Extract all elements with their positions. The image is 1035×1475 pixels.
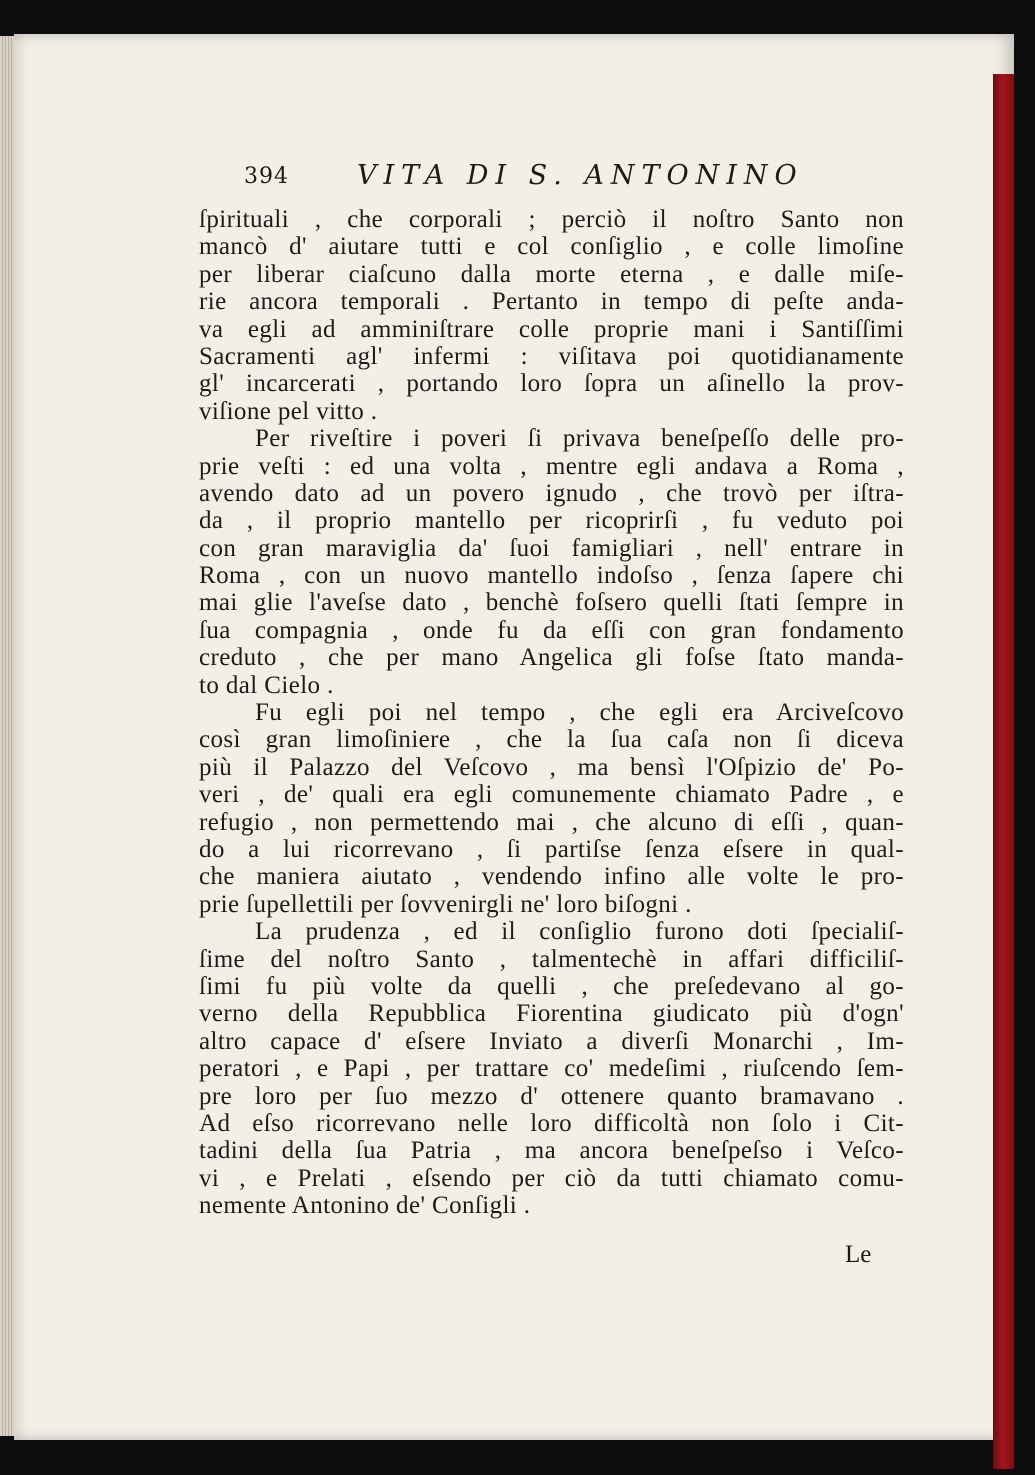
text-line: viſione pel vitto . [199,397,378,425]
text-line: per liberar ciaſcuno dalla morte eterna , e dalle miſe- [199,260,904,288]
text-line: prie veſti : ed una volta , mentre egli andava a Roma , [199,452,904,480]
text-line: Fu egli poi nel tempo , che egli era Arciveſcovo [255,699,904,727]
catchword: Le [845,1241,872,1268]
text-line: do a lui ricorrevano , ſi partiſse ſenza eſsere in qual- [199,835,904,863]
text-line: con gran maraviglia da' ſuoi famigliari , nell' entrare in [199,534,904,562]
text-line: nemente Antonino de' Conſigli . [199,1192,531,1220]
page-number: 394 [244,164,289,189]
text-line: refugio , non permettendo mai , che alcuno di eſſi , quan- [199,808,904,836]
text-line: avendo dato ad un povero ignudo , che trovò per iſtra- [199,479,904,507]
body-text [199,206,904,1219]
running-title: VITA DI S. ANTONINO [357,160,804,191]
text-line: Per riveſtire i poveri ſi privava beneſpeſſo delle pro- [255,425,904,453]
text-line: gl' incarcerati , portando loro ſopra un aſinello la prov- [199,370,904,398]
text-line: peratori , e Papi , per trattare co' medeſimi , riuſcendo ſem- [199,1055,904,1083]
text-line: mancò d' aiutare tutti e col conſiglio , e colle limoſine [199,233,904,261]
text-line: verno della Repubblica Fiorentina giudicato più d'ogn' [199,1000,904,1028]
text-line: La prudenza , ed il conſiglio furono doti ſpecialiſ- [255,918,904,946]
text-line: veri , de' quali era egli comunemente chiamato Padre , e [199,781,904,809]
text-line: altro capace d' eſsere Inviato a diverſi Monarchi , Im- [199,1027,904,1055]
text-line: da , il proprio mantello per ricoprirſi , fu veduto poi [199,507,904,535]
text-line: ſpirituali , che corporali ; perciò il noſtro Santo non [199,206,904,233]
text-line: Roma , con un nuovo mantello indoſso , ſenza ſapere chi [199,562,904,590]
text-line: pre loro per ſuo mezzo d' ottenere quanto bramavano . [199,1082,904,1110]
red-page-edge [993,74,1014,1469]
text-line: più il Palazzo del Veſcovo , ma bensì l'Oſpizio de' Po- [199,753,904,781]
text-line: prie ſupellettili per ſovvenirgli ne' loro biſogni . [199,890,692,918]
text-line: tadini della ſua Patria , ma ancora beneſpeſso i Veſco- [199,1137,904,1165]
text-line: mai glie l'aveſse dato , benchè foſsero quelli ſtati ſempre in [199,589,904,617]
text-line: ſime del noſtro Santo , talmentechè in affari difficiliſ- [199,945,904,973]
text-line: Sacramenti agl' infermi : viſitava poi quotidianamente [199,342,904,370]
text-line: così gran limoſiniere , che la ſua caſa non ſi diceva [199,726,904,754]
text-line: Ad eſso ricorrevano nelle loro difficoltà non ſolo i Cit- [199,1109,904,1137]
text-line: vi , e Prelati , eſsendo per ciò da tutti chiamato comu- [199,1164,904,1192]
text-line: to dal Cielo . [199,671,334,699]
text-line: che maniera aiutato , vendendo infino alle volte le pro- [199,863,904,891]
text-line: ſua compagnia , onde fu da eſſi con gran fondamento [199,616,904,644]
text-line: rie ancora temporali . Pertanto in tempo di peſte anda- [199,288,904,316]
text-line: ſimi fu più volte da quelli , che preſedevano al go- [199,972,904,1000]
text-line: va egli ad amminiſtrare colle proprie mani i Santiſſimi [199,315,904,343]
text-line: creduto , che per mano Angelica gli foſse ſtato manda- [199,644,904,672]
page-header [244,160,804,200]
